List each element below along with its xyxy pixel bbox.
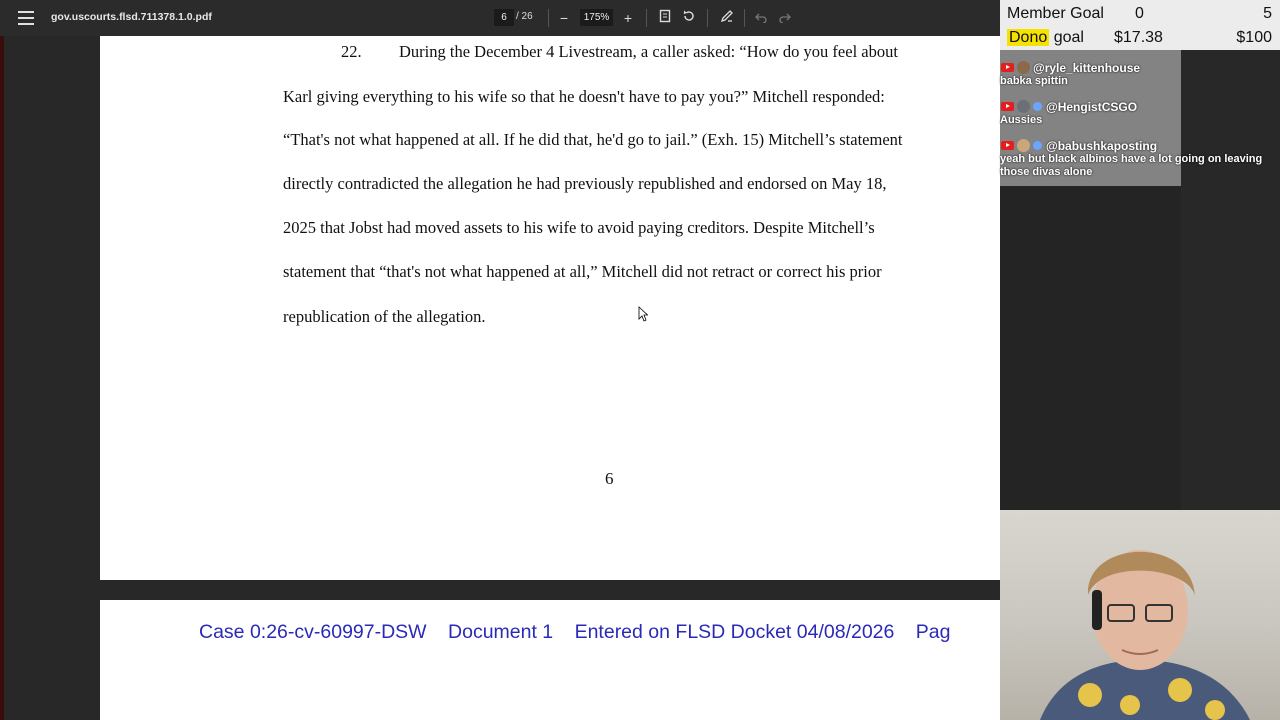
mouse-cursor-icon [638,306,648,322]
chat-message [1000,60,1280,88]
webcam-feed [1000,510,1280,720]
chat-text: babka spittin [1000,75,1068,87]
text-line: 2025 that Jobst had moved assets to his wife to avoid paying creditors. Despite Mitchell’s [283,218,875,237]
chat-username: @HengistCSGO [1046,99,1138,114]
member-goal-label: Member Goal [1007,5,1104,22]
zoom-out-button[interactable]: − [559,10,569,26]
text-line: “That's not what happened at all. If he did that, he'd go to jail.” (Exh. 15) Mitchell’s statement [283,130,903,149]
text-line: statement that “that's not what happened at all,” Mitchell did not retract or correct his prior [283,262,882,281]
chat-username: @babushkaposting [1046,138,1158,153]
page-total: / 26 [516,11,533,22]
undo-icon[interactable] [752,9,770,27]
page-label: Pag [915,621,951,643]
window-edge [0,36,4,720]
text-line: During the December 4 Livestream, a caller asked: “How do you feel about [399,42,898,61]
case-number: Case 0:26-cv-60997-DSW [199,621,427,643]
redo-icon[interactable] [776,9,794,27]
fit-page-icon[interactable] [656,9,674,27]
stream-chat-overlay [1000,50,1263,510]
docket-entry: Entered on FLSD Docket 04/08/2026 [574,621,895,643]
page-footer-number: 6 [605,469,614,488]
toolbar-divider [707,9,708,27]
file-name: gov.uscourts.flsd.711378.1.0.pdf [51,11,212,23]
member-goal-target: 5 [1263,5,1272,22]
annotate-pen-icon[interactable] [718,9,736,27]
avatar [1017,100,1030,113]
zoom-in-button[interactable]: + [623,10,633,26]
document-number: Document 1 [448,621,554,643]
dono-goal-target: $100 [1236,29,1272,46]
chat-message [1000,138,1280,179]
youtube-icon [1001,141,1014,150]
youtube-icon [1001,63,1014,72]
text-line: directly contradicted the allegation he had previously republished and endorsed on May 18, [283,174,887,193]
chat-text: yeah but black albinos have a lot going on leaving those divas alone [1000,153,1263,178]
member-badge-icon [1033,102,1042,111]
chat-username: @ryle_kittenhouse [1033,60,1141,75]
avatar [1017,139,1030,152]
avatar [1017,61,1030,74]
member-badge-icon [1033,141,1042,150]
chat-text: Aussies [1000,114,1043,126]
member-goal [1000,2,1280,26]
pdf-next-page [100,600,1000,720]
member-goal-current: 0 [1135,5,1144,22]
hamburger-menu-icon[interactable] [18,11,34,25]
streamer-figure [1000,510,1280,720]
toolbar-divider [646,9,647,27]
stream-goals-overlay [1000,0,1280,50]
dono-goal-current: $17.38 [1114,29,1163,46]
dono-goal [1000,26,1280,50]
toolbar-divider [744,9,745,27]
text-line: republication of the allegation. [283,307,486,326]
dono-goal-label-rest: goal [1049,29,1084,46]
pdf-toolbar [0,0,1000,36]
dono-highlight: Dono [1009,29,1048,46]
toolbar-divider [548,9,549,27]
pdf-page [100,36,1000,580]
rotate-icon[interactable] [680,9,698,27]
paragraph-number: 22. [341,42,362,61]
chat-message [1000,99,1280,127]
youtube-icon [1001,102,1014,111]
zoom-level-input[interactable]: 175% [580,9,613,26]
court-filing-header [199,621,967,644]
text-line: Karl giving everything to his wife so that he doesn't have to pay you?” Mitchell responded: [283,87,885,106]
dono-goal-label [1007,26,1084,50]
page-number-input[interactable]: 6 [494,9,514,26]
